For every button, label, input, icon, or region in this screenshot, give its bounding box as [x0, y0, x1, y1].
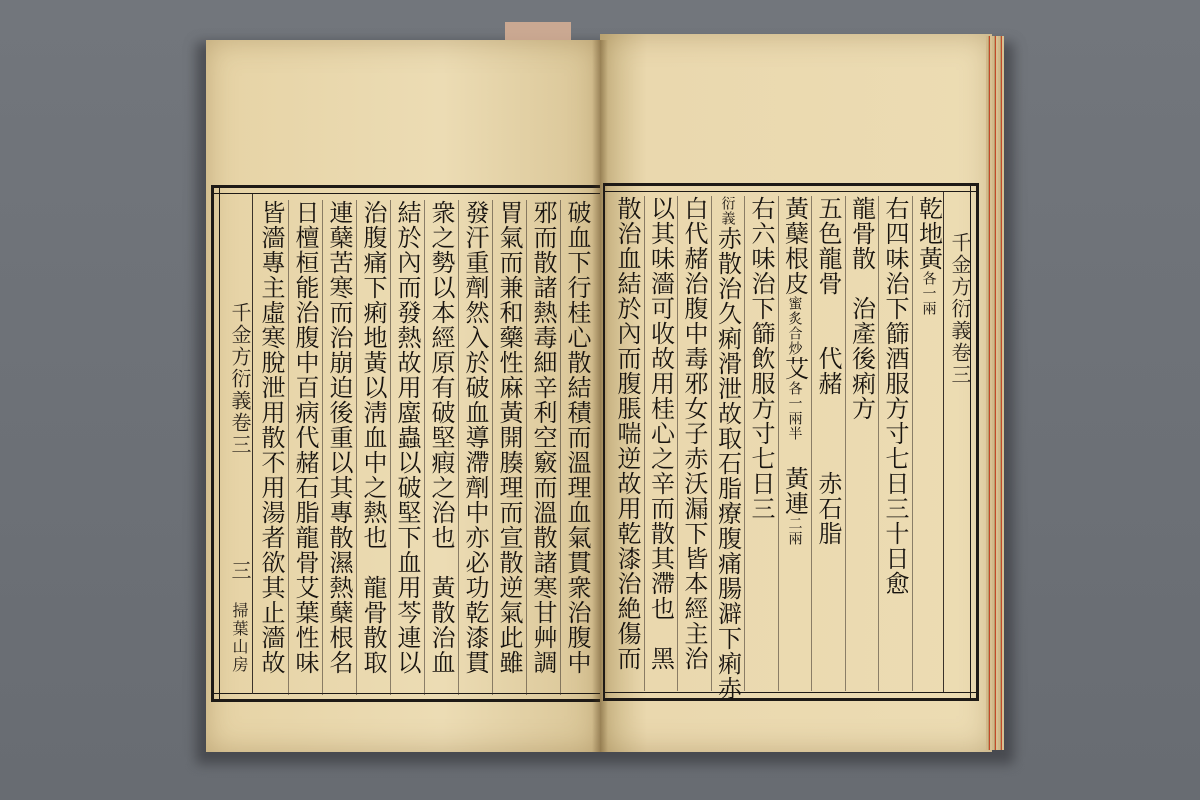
column-rule — [356, 200, 357, 695]
column-text: 右六味治下篩飲服方寸七日三 — [747, 196, 775, 521]
column-rule — [322, 200, 323, 695]
column-text: 五色龍骨 代赭 赤石脂 — [814, 196, 842, 546]
margin-folio: 三 — [228, 560, 252, 582]
column-rule — [492, 200, 493, 695]
text-column — [713, 196, 743, 701]
column-rule — [878, 196, 879, 691]
column-rule — [458, 200, 459, 695]
text-column: 連蘖苦寒而治崩迫後重以其專散濕熱蘖根名 — [325, 200, 353, 675]
column-text: 白代赭治腹中毒邪女子赤沃漏下皆本經主治 — [680, 196, 708, 671]
margin-title: 千金方衍義卷三 — [228, 302, 252, 456]
inline-note: 各一兩 — [920, 271, 937, 316]
right-page-frame — [603, 183, 979, 701]
column-rule — [644, 196, 645, 691]
text-column: 胃氣而兼和藥性麻黃開腠理而宣散逆氣此雖 — [495, 200, 523, 675]
text-column: 日檀桓能治腹中百病代赭石脂龍骨艾葉性味 — [291, 200, 319, 675]
text-column — [746, 196, 776, 521]
text-column: 破血下行桂心散結積而溫理血氣貫衆治腹中 — [563, 200, 591, 675]
column-rule — [424, 200, 425, 695]
text-column: 皆濇專主虛寒脫泄用散不用湯者欲其止濇故 — [257, 200, 285, 675]
column-text: 右四味治下篩酒服方寸七日三十日愈 — [881, 196, 909, 596]
column-rule — [811, 196, 812, 691]
text-column: 發汗重劑然入於破血導滯劑中亦必功乾漆貫 — [461, 200, 489, 675]
column-text: 黃蘖根皮 — [780, 196, 809, 296]
text-column: 衆之勢以本經原有破堅瘕之治也 黃散治血 — [427, 200, 455, 675]
text-column — [847, 196, 877, 421]
inline-note: 衍義 — [719, 196, 736, 226]
column-rule — [845, 196, 846, 691]
page-edges — [986, 36, 1004, 750]
column-rule — [288, 200, 289, 695]
left-page-frame — [211, 185, 600, 702]
column-text: 以其味濇可收故用桂心之辛而散其滯也 黑 — [646, 196, 675, 671]
right-text-columns — [609, 196, 945, 701]
text-column — [914, 196, 944, 316]
column-rule — [677, 196, 678, 691]
publisher-mark: 掃葉山房 — [230, 602, 249, 674]
text-column — [646, 196, 676, 671]
column-text: 散治血結於內而腹脹喘逆故用乾漆治絶傷而 — [613, 196, 641, 671]
column-rule — [744, 196, 745, 691]
column-rule — [390, 200, 391, 695]
text-column — [780, 196, 810, 546]
right-margin-title: 千金方衍義卷三 — [948, 232, 972, 386]
text-column — [813, 196, 843, 546]
left-text-columns — [254, 200, 594, 695]
text-column: 結於內而發熱故用䗪蟲以破堅下血用芩連以 — [393, 200, 421, 675]
column-rule — [778, 196, 779, 691]
column-text: 艾 — [780, 356, 809, 381]
column-text: 龍骨散 治產後痢方 — [847, 196, 876, 421]
inline-note: 蜜炙合炒 — [786, 296, 803, 356]
column-text: 乾地黃 — [914, 196, 943, 271]
inline-note: 各一兩半 — [786, 381, 803, 441]
column-rule — [526, 200, 527, 695]
library-label-tab — [505, 22, 571, 42]
text-column — [679, 196, 709, 671]
text-column — [612, 196, 642, 671]
left-margin-column — [220, 194, 253, 694]
column-text: 黃連 — [780, 441, 809, 516]
column-rule — [560, 200, 561, 695]
text-column: 邪而散諸熱毒細辛利空竅而溫散諸寒甘艸調 — [529, 200, 557, 675]
column-text: 赤散治久痢滑泄故取石脂療腹痛腸澼下痢赤 — [713, 226, 742, 701]
text-column: 治腹痛下痢地黃以淸血中之熱也 龍骨散取 — [359, 200, 387, 675]
column-rule — [912, 196, 913, 691]
right-margin-column — [943, 192, 970, 692]
text-column — [880, 196, 910, 596]
column-rule — [711, 196, 712, 691]
inline-note: 二兩 — [786, 516, 803, 546]
